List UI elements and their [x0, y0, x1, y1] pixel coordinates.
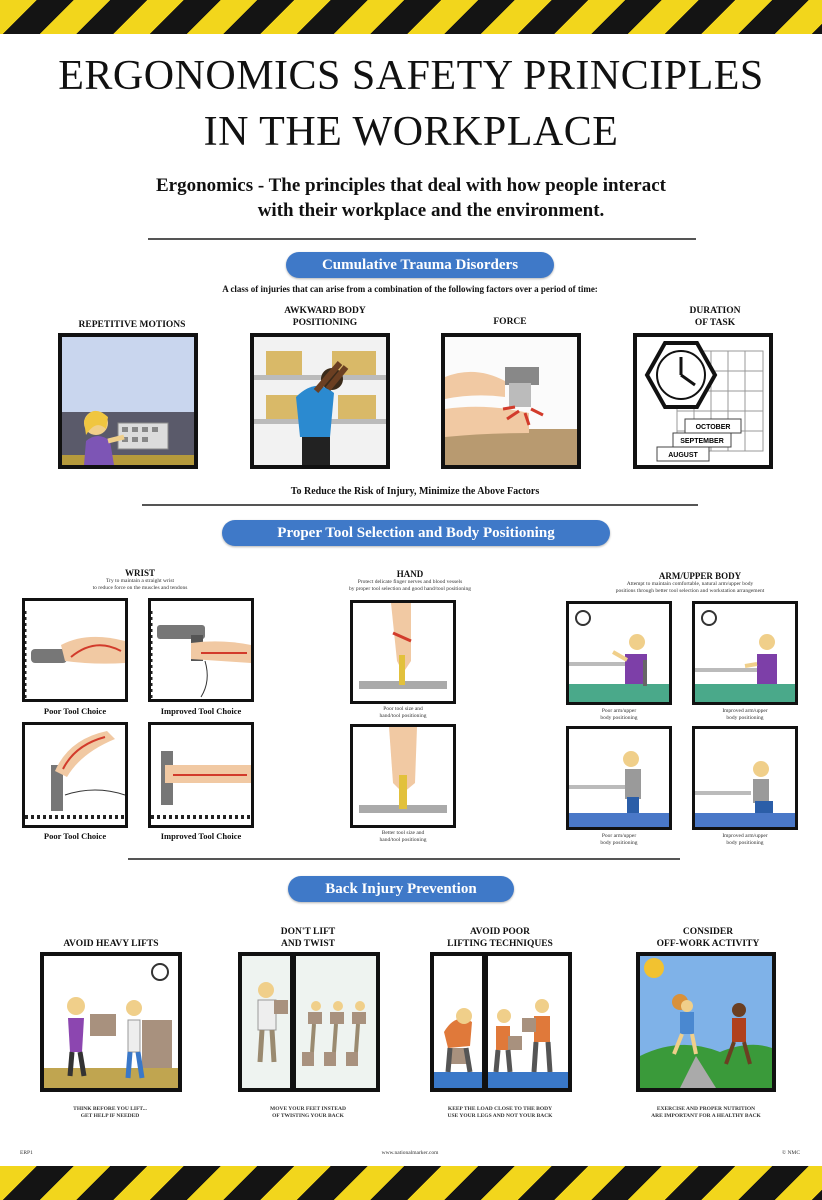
back-caption-2: MOVE YOUR FEET INSTEAD OF TWISTING YOUR BACK: [270, 1106, 346, 1119]
arm-caption-2: Improved arm/upper body positioning: [722, 708, 768, 721]
back-caption-4: EXERCISE AND PROPER NUTRITION ARE IMPORTANT FOR A HEALTHY BACK: [651, 1106, 761, 1119]
hazard-stripe-top: [0, 0, 822, 34]
ctd-label-repetitive: REPETITIVE MOTIONS: [78, 320, 186, 330]
hand-caption-2: Better tool size and hand/tool positioning: [379, 830, 427, 843]
back-label-4: CONSIDER OFF-WORK ACTIVITY: [656, 927, 760, 949]
image-repetitive-motions: [58, 333, 198, 469]
poster-title: [0, 48, 822, 160]
back-label-2: DON'T LIFT AND TWIST: [280, 927, 336, 949]
image-hand-better: [350, 724, 456, 828]
footer-website: www.nationalmarker.com: [381, 1150, 439, 1156]
image-avoid-poor-lifting: [430, 952, 572, 1092]
calendar-month-2: SEPTEMBER: [680, 438, 724, 445]
image-duration: [633, 333, 773, 469]
image-arm-improved-2: [692, 726, 798, 830]
title-line-2: IN THE WORKPLACE: [203, 109, 619, 155]
image-arm-poor-2: [566, 726, 672, 830]
image-arm-improved-1: [692, 601, 798, 705]
arm-caption-1: Poor arm/upper body positioning: [600, 708, 638, 721]
arm-caption-4: Improved arm/upper body positioning: [722, 833, 768, 846]
wrist-caption-4: Improved Tool Choice: [160, 831, 242, 841]
image-wrist-poor-2: [22, 722, 128, 828]
arm-title: ARM/UPPER BODY: [658, 571, 742, 581]
title-line-1: ERGONOMICS SAFETY PRINCIPLES: [58, 53, 764, 99]
section-heading-tools: Proper Tool Selection and Body Positioning: [222, 520, 610, 546]
definition-line-1: - The principles that deal with how people interact: [253, 175, 666, 196]
footer-code: ERP1: [20, 1150, 33, 1156]
footer-copyright: © NMC: [781, 1150, 800, 1156]
hand-title: HAND: [396, 569, 424, 579]
image-arm-poor-1: [566, 601, 672, 705]
back-label-1: AVOID HEAVY LIFTS: [63, 939, 159, 949]
wrist-caption-3: Poor Tool Choice: [43, 831, 107, 841]
image-off-work-activity: [636, 952, 776, 1092]
ctd-intro: A class of injuries that can arise from a combination of the following factors over a period of time:: [222, 284, 598, 294]
section-heading-back: Back Injury Prevention: [288, 876, 514, 902]
calendar-month-3: AUGUST: [668, 452, 698, 459]
divider: [148, 238, 696, 240]
ctd-footer: To Reduce the Risk of Injury, Minimize the Above Factors: [290, 486, 540, 497]
definition-line-2: with their workplace and the environment.: [257, 200, 605, 221]
hazard-stripe-bottom: [0, 1166, 822, 1200]
image-wrist-poor-1: [22, 598, 128, 702]
ctd-label-force: FORCE: [493, 317, 527, 327]
image-force: [441, 333, 581, 469]
wrist-caption-2: Improved Tool Choice: [160, 706, 242, 716]
definition-term: Ergonomics: [155, 175, 254, 196]
image-awkward-positioning: [250, 333, 390, 469]
back-caption-1: THINK BEFORE YOU LIFT... GET HELP IF NEEDED: [73, 1106, 147, 1119]
hand-subtitle: Protect delicate finger nerves and blood vessels by proper tool selection and good hand/tool positioning: [348, 579, 472, 592]
calendar-month-1: OCTOBER: [695, 424, 731, 431]
section-heading-ctd: Cumulative Trauma Disorders: [286, 252, 554, 278]
wrist-title: WRIST: [124, 568, 155, 578]
arm-subtitle: Attempt to maintain comfortable, natural arm/upper body positions through better tool selection and workstation arrangement: [615, 581, 765, 594]
definition: [0, 173, 822, 223]
image-avoid-heavy-lifts: [40, 952, 182, 1092]
image-hand-poor: [350, 600, 456, 704]
ctd-label-duration: DURATION OF TASK: [689, 306, 741, 328]
hand-caption-1: Poor tool size and hand/tool positioning: [379, 706, 427, 719]
image-dont-lift-twist: [238, 952, 380, 1092]
wrist-caption-1: Poor Tool Choice: [43, 706, 107, 716]
back-caption-3: KEEP THE LOAD CLOSE TO THE BODY USE YOUR LEGS AND NOT YOUR BACK: [447, 1106, 553, 1119]
back-label-3: AVOID POOR LIFTING TECHNIQUES: [447, 927, 553, 949]
image-wrist-improved-2: [148, 722, 254, 828]
divider: [128, 858, 680, 860]
divider: [142, 504, 698, 506]
arm-caption-3: Poor arm/upper body positioning: [600, 833, 638, 846]
wrist-subtitle: Try to maintain a straight wrist to reduce force on the muscles and tendons: [92, 578, 188, 591]
ctd-label-awkward: AWKWARD BODY POSITIONING: [284, 306, 366, 328]
image-wrist-improved-1: [148, 598, 254, 702]
